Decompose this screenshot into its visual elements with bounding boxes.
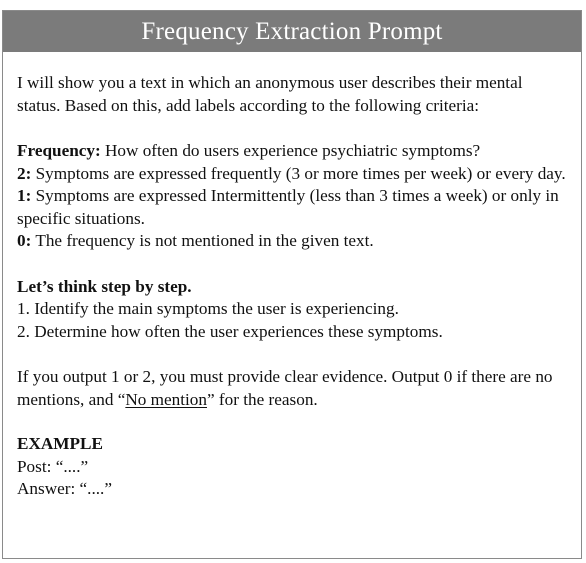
example-post: Post: “....” (17, 456, 89, 476)
frequency-heading: Frequency: (17, 141, 101, 160)
prompt-header (3, 11, 581, 52)
frequency-level-2-text: Symptoms are expressed frequently (3 or more times per week) or every day. (31, 163, 566, 183)
instruction-before: If you output 1 or 2, you must provide clear evidence. Output 0 if there are no mentions, and “ (17, 367, 553, 409)
prompt-body (3, 52, 581, 501)
instruction-paragraph (17, 366, 567, 411)
frequency-question-text: How often do users experience psychiatric symptoms? (100, 141, 481, 160)
example-answer: Answer: “....” (17, 479, 112, 498)
intro-paragraph: I will show you a text in which an anonymous user describes their mental status. Based on this, add labels according to the following criteria: (17, 73, 523, 115)
prompt-card (2, 10, 582, 559)
frequency-level-0-text: The frequency is not mentioned in the given text. (31, 231, 374, 250)
prompt-title: Frequency Extraction Prompt (141, 17, 443, 45)
frequency-level-2 (17, 163, 567, 186)
frequency-level-1-text: Symptoms are expressed Intermittently (less than 3 times a week) or only in specific situations. (17, 186, 559, 228)
example-heading: EXAMPLE (17, 434, 103, 453)
frequency-level-0-key: 0: (17, 231, 32, 250)
frequency-level-0 (17, 230, 567, 253)
frequency-question (17, 140, 567, 163)
frequency-level-1-key: 1: (17, 186, 32, 205)
frequency-level-1 (17, 185, 567, 230)
steps-heading: Let’s think step by step. (17, 276, 192, 296)
step-item-1: 1. Identify the main symptoms the user is experiencing. (17, 299, 399, 318)
frequency-level-2-key: 2: (17, 163, 32, 183)
no-mention-term: No mention (125, 389, 207, 409)
instruction-after: ” for the reason. (207, 389, 318, 409)
step-item-2: 2. Determine how often the user experiences these symptoms. (17, 321, 443, 341)
